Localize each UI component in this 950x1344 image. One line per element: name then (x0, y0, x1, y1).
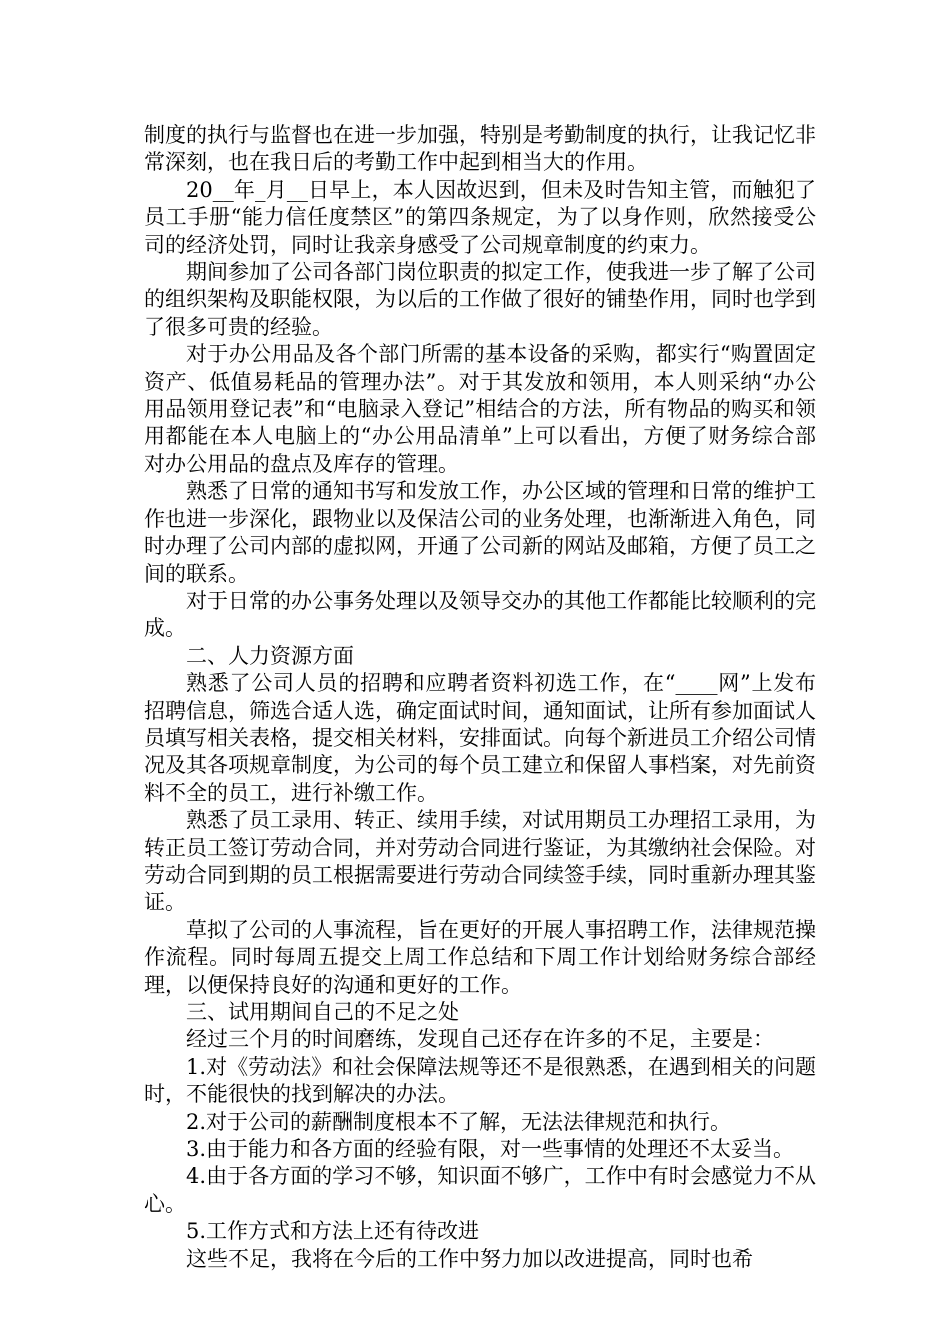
document-body (144, 122, 816, 1273)
paragraph-9: 熟悉了员工录用、转正、续用手续，对试用期员工办理招工录用，为转正员工签订劳动合同，并对劳动合同进行鉴证，为其缴纳社会保险。对劳动合同到期的员工根据需要进行劳动合同续签手续，同时重新办理其鉴证。 (144, 808, 816, 915)
paragraph-3: 期间参加了公司各部门岗位职责的拟定工作，使我进一步了解了公司的组织架构及职能权限，为以后的工作做了很好的铺垫作用，同时也学到了很多可贵的经验。 (144, 260, 816, 339)
section-heading-shortcomings: 三、试用期间自己的不足之处 (186, 1000, 459, 1024)
list-item-1: 1.对《劳动法》和社会保障法规等还不是很熟悉，在遇到相关的问题时，不能很快的找到解决的办法。 (144, 1054, 816, 1107)
list-item-2: 2.对于公司的薪酬制度根本不了解，无法法律规范和执行。 (186, 1109, 732, 1134)
list-item-5: 5.工作方式和方法上还有待改进 (186, 1219, 480, 1244)
list-item-4: 4.由于各方面的学习不够，知识面不够广，工作中有时会感觉力不从心。 (144, 1164, 816, 1216)
paragraph-6: 对于日常的办公事务处理以及领导交办的其他工作都能比较顺利的完成。 (144, 588, 816, 641)
section-heading-hr: 二、人力资源方面 (186, 643, 354, 668)
paragraph-8: 熟悉了公司人员的招聘和应聘者资料初选工作，在“____网”上发布招聘信息，筛选合适人选，确定面试时间，通知面试，让所有参加面试人员填写相关表格，提交相关材料，安排面试。向每个新进员工介绍公司情况及其各项规章制度，为公司的每个员工建立和保留人事档案，对先前资料不全的员工，进行补缴工作。 (144, 671, 816, 805)
paragraph-10: 草拟了公司的人事流程，旨在更好的开展人事招聘工作，法律规范操作流程。同时每周五提交上周工作总结和下周工作计划给财务综合部经理，以便保持良好的沟通和更好的工作。 (144, 917, 816, 997)
paragraph-5: 熟悉了日常的通知书写和发放工作，办公区域的管理和日常的维护工作也进一步深化，跟物业以及保洁公司的业务处理，也渐渐进入角色，同时办理了公司内部的虚拟网，开通了公司新的网站及邮箱，方便了员工之间的联系。 (144, 479, 816, 586)
paragraph-18: 这些不足，我将在今后的工作中努力加以改进提高，同时也希 (186, 1246, 753, 1271)
list-item-3: 3.由于能力和各方面的经验有限，对一些事情的处理还不太妥当。 (186, 1137, 795, 1162)
paragraph-1: 制度的执行与监督也在进一步加强，特别是考勤制度的执行，让我记忆非常深刻，也在我日后的考勤工作中起到相当大的作用。 (144, 123, 816, 175)
paragraph-2: 20__年_月__日早上，本人因故迟到，但未及时告知主管，而触犯了员工手册“能力信任度禁区”的第四条规定，为了以身作则，欣然接受公司的经济处罚，同时让我亲身感受了公司规章制度的约束力。 (144, 177, 816, 257)
paragraph-4: 对于办公用品及各个部门所需的基本设备的采购，都实行“购置固定资产、低值易耗品的管理办法”。对于其发放和领用，本人则采纳“办公用品领用登记表”和“电脑录入登记”相结合的方法，所有物品的购买和领用都能在本人电脑上的“办公用品清单”上可以看出，方便了财务综合部对办公用品的盘点及库存的管理。 (144, 342, 816, 476)
paragraph-12: 经过三个月的时间磨练，发现自己还存在许多的不足，主要是： (186, 1027, 774, 1052)
